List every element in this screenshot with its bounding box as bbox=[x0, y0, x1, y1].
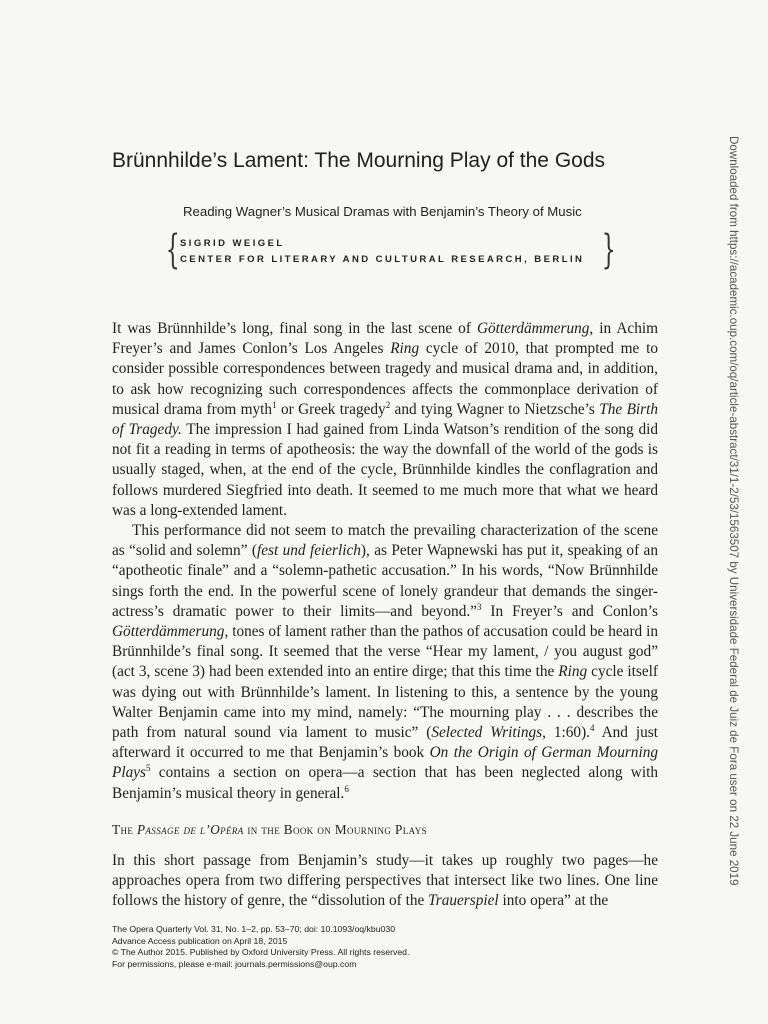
footnote-ref-2: 2 bbox=[385, 399, 391, 410]
author-byline bbox=[164, 227, 616, 276]
author-name: SIGRID WEIGEL bbox=[180, 238, 285, 249]
paragraph-3: In this short passage from Benjamin’s study—it takes up roughly two pages—he approaches opera from two differing perspectives that intersect like two lines. One line follows the history of genre, the “dissolution of the Trauerspiel into opera” at the bbox=[112, 852, 658, 910]
copyright-notice: © The Author 2015. Published by Oxford University Press. All rights reserved. bbox=[112, 947, 410, 958]
right-brace-ornament: } bbox=[601, 227, 616, 273]
author-affiliation: CENTER FOR LITERARY AND CULTURAL RESEARCH, BERLIN bbox=[180, 254, 585, 265]
paragraph-1: It was Brünnhilde’s long, final song in the last scene of Götterdämmerung, in Achim Freyer’s and James Conlon’s Los Angeles Ring cycle of 2010, that prompted me to consider possible correspondences between tragedy and musical drama and, in addition, to ask how recognizing such correspondences affects the commonplace derivation of musical drama from myth$^1$ or Greek tragedy$^2$ and tying Wagner to Nietzsche’s The Birth of Tragedy. The impression I had gained from Linda Watson’s rendition of the song did not fit a reading in terms of apotheosis: the way the downfall of the world of the gods is usually staged, when, at the end of the cycle, Brünnhilde kindles the conflagration and follows murdered Siegfried into death. It seemed to me much more that what we heard was a long-extended lament. bbox=[112, 320, 659, 519]
section-body bbox=[112, 851, 658, 912]
footnote-ref-4: 4 bbox=[590, 722, 595, 733]
left-brace-ornament: { bbox=[165, 227, 180, 273]
article-title: Brünnhilde’s Lament: The Mourning Play of the Gods bbox=[112, 149, 606, 172]
footnote-ref-6: 6 bbox=[344, 783, 349, 794]
download-watermark: Downloaded from https://academic.oup.com/oq/article-abstract/31/1-2/53/1563507 by Universidade Federal de Juiz de Fora user on 22 June 2019 bbox=[727, 136, 740, 886]
footnote-ref-3: 3 bbox=[476, 601, 482, 612]
journal-citation: The Opera Quarterly Vol. 31, No. 1–2, pp. 53–70; doi: 10.1093/oq/kbu030 bbox=[112, 924, 396, 934]
article-body bbox=[112, 319, 658, 804]
advance-access-note: Advance Access publication on April 18, 2015 bbox=[112, 935, 288, 946]
download-watermark-wrap bbox=[722, 136, 742, 888]
footnote-ref-1: 1 bbox=[272, 399, 277, 410]
publication-footer bbox=[112, 924, 532, 970]
article-subtitle: Reading Wagner’s Musical Dramas with Benjamin’s Theory of Music bbox=[183, 204, 582, 219]
paragraph-2: This performance did not seem to match the prevailing characterization of the scene as “solid and solemn” (fest und feierlich), as Peter Wapnewski has put it, speaking of an “apotheotic finale” and a “solemn-pathetic accusation.” In his words, “Now Brünnhilde sings forth the end. In the powerful scene of lonely grandeur that demands the singer-actress’s dramatic power to their limits—and beyond.”$^3$ In Freyer’s and Conlon’s Götterdämmerung, tones of lament rather than the pathos of accusation could be heard in Brünnhilde’s final song. It seemed that the verse “Hear my lament, / you august god” (act 3, scene 3) had been extended into an entire dirge; that this time the Ring cycle itself was dying out with Brünnhilde’s lament. In listening to this, a sentence by the young Walter Benjamin came into my mind, namely: “The mourning play . . . describes the path from natural sound via lament to music” (Selected Writings, 1:60).$^4$ And just afterward it occurred to me that Benjamin’s book On the Origin of German Mourning Plays$^5$ contains a section on opera—a section that has been neglected along with Benjamin’s musical theory in general.$^6$ bbox=[112, 522, 658, 802]
section-heading: The Passage de l’Opéra in the Book on Mourning Plays bbox=[112, 822, 428, 837]
footnote-ref-5: 5 bbox=[146, 763, 151, 774]
permissions-contact: For permissions, please e-mail: journals.permissions@oup.com bbox=[112, 958, 357, 969]
